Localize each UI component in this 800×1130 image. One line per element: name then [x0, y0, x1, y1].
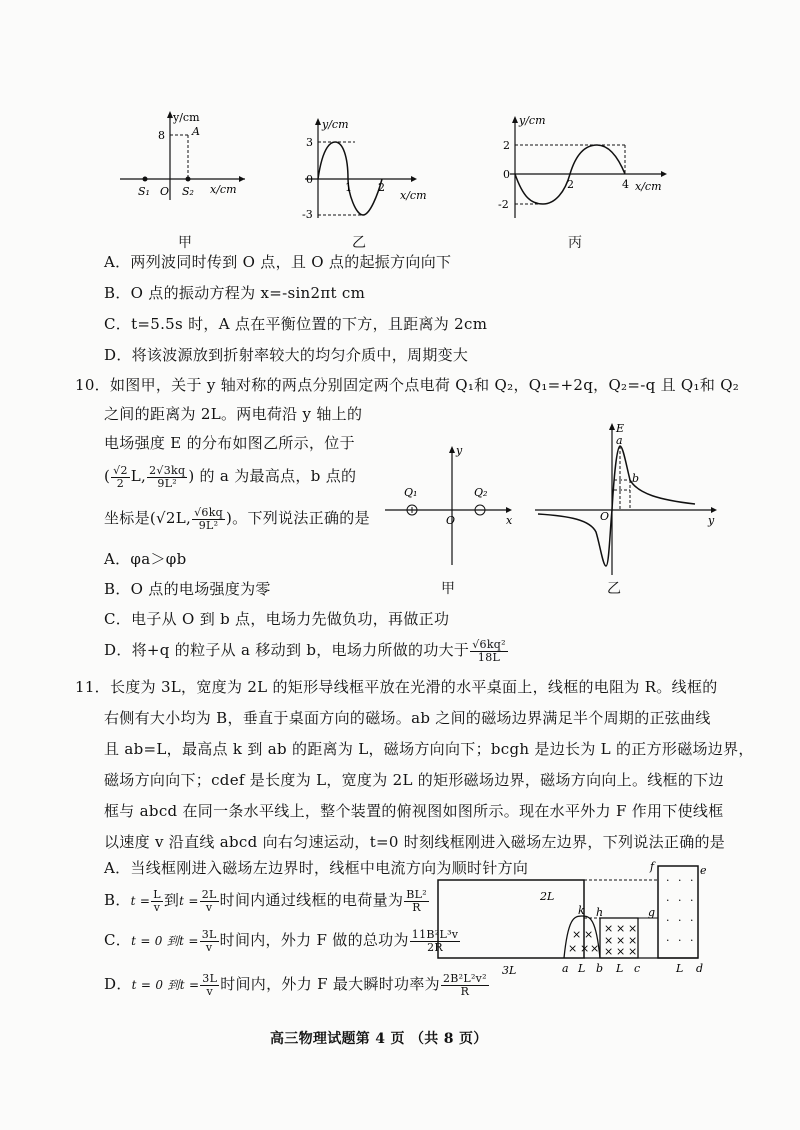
q11-option-c: C．t = 0 到t = $\frac{3L}{v}$ 时间内，外力 F 做的总功为 $\frac{\text{11B²L³v}}{2R}$: [104, 927, 459, 954]
graph-yi-tick-neg: -3: [302, 208, 313, 221]
svg-text:×: ×: [572, 928, 582, 941]
q10-option-a: A．φa＞φb: [104, 550, 187, 568]
graph-yi-tick-x1: 1: [345, 181, 352, 194]
graph-jia-s1: S₁: [138, 185, 150, 198]
graph-bing-tick-pos: 2: [503, 139, 510, 152]
q11-line2: 右侧有大小均为 B，垂直于桌面方向的磁场。ab 之间的磁场边界满足半个周期的正弦曲线: [104, 709, 711, 727]
graph-jia-s2: S₂: [182, 185, 194, 198]
q11-fig-a: a: [562, 962, 569, 975]
svg-text:·: ·: [666, 914, 670, 927]
svg-text:·: ·: [690, 934, 694, 947]
graph-yi-tick-zero: 0: [306, 173, 313, 186]
frac-a-y: $\frac{2√3kq}{\text{9L²}}$: [149, 463, 186, 490]
caption-yi: 乙: [352, 235, 366, 251]
q11-option-d: D．t = 0 到t = $\frac{3L}{v}$ 时间内，外力 F 最大瞬时功率为 $\frac{\text{2B²L²v²}}{R}$: [104, 971, 487, 998]
q10-jia-q1: Q₁: [404, 486, 418, 499]
svg-text:×: ×: [616, 945, 626, 958]
graph-bing-tick-neg: -2: [498, 198, 509, 211]
graph-jia-point-a: A: [192, 125, 200, 138]
svg-text:·: ·: [666, 894, 670, 907]
svg-text:×: ×: [604, 922, 614, 935]
graph-bing-x-label: x/cm: [635, 180, 662, 193]
svg-text:·: ·: [678, 934, 682, 947]
q11-fig-h: h: [596, 906, 604, 919]
svg-text:×: ×: [590, 942, 600, 955]
svg-text:·: ·: [690, 874, 694, 887]
svg-text:·: ·: [666, 934, 670, 947]
q11-fig-b: b: [596, 962, 604, 975]
graph-yi: [290, 112, 440, 222]
svg-text:·: ·: [690, 914, 694, 927]
graph-jia: [110, 105, 250, 205]
q10-yi-origin: O: [600, 510, 610, 523]
graph-bing-y-label: y/cm: [519, 114, 546, 127]
q10-line2: 之间的距离为 2L。两电荷沿 y 轴上的: [104, 405, 363, 423]
frac-work: $\frac{\text{√6kq²}}{18L}$: [472, 637, 506, 664]
graph-jia-x-label: x/cm: [210, 183, 237, 196]
q10-caption-jia: 甲: [441, 581, 455, 597]
q10-line4: ( $\frac{√2}{2}$ L, $\frac{2√3kq}{\text{9L²}}$ ) 的 a 为最高点，b 点的: [104, 463, 357, 490]
frac-a-x: $\frac{√2}{2}$: [113, 463, 128, 490]
graph-yi-x-label: x/cm: [400, 189, 427, 202]
q11-line1: 11．长度为 3L，宽度为 2L 的矩形导线框平放在光滑的水平桌面上，线框的电阻为 R。线框的: [75, 678, 718, 696]
svg-text:×: ×: [604, 934, 614, 947]
graph-bing-tick-x4: 4: [622, 178, 629, 191]
q9-option-b: B．O 点的振动方程为 x=-sin2πt cm: [104, 284, 366, 302]
q11-fig-d: d: [696, 962, 704, 975]
q10-option-b: B．O 点的电场强度为零: [104, 580, 271, 598]
q10-line5: 坐标是(√2L, $\frac{√6kq}{\text{9L²}}$ )。下列说法正确的是: [104, 505, 370, 532]
caption-jia: 甲: [178, 235, 192, 251]
page-footer: 高三物理试题第 4 页 （共 8 页）: [270, 1031, 488, 1047]
q10-caption-yi: 乙: [607, 581, 621, 597]
svg-text:×: ×: [628, 934, 638, 947]
q11-line6: 以速度 v 沿直线 abcd 向右匀速运动，t=0 时刻线框刚进入磁场左边界，下列说法正确的是: [104, 833, 726, 851]
q11-fig-2l: 2L: [540, 890, 555, 903]
svg-text:·: ·: [678, 914, 682, 927]
caption-bing: 丙: [568, 235, 582, 251]
q9-option-a: A．两列波同时传到 O 点，且 O 点的起振方向向下: [104, 253, 452, 271]
graph-jia-y-label: y/cm: [173, 111, 200, 124]
svg-text:×: ×: [568, 942, 578, 955]
q10-jia-y: y: [456, 444, 463, 457]
graph-yi-tick-x2: 2: [378, 181, 385, 194]
q10-yi-y: y: [708, 514, 715, 527]
q10-line1: 10．如图甲，关于 y 轴对称的两点分别固定两个点电荷 Q₁和 Q₂，Q₁=+2q，Q₂=-q 且 Q₁和 Q₂: [75, 376, 740, 394]
svg-text:·: ·: [678, 894, 682, 907]
q11-line5: 框与 abcd 在同一条水平线上，整个装置的俯视图如图所示。现在水平外力 F 作用下使线框: [104, 802, 724, 820]
q11-fig-g: g: [648, 906, 656, 919]
q10-yi-b: b: [632, 472, 640, 485]
svg-text:×: ×: [616, 922, 626, 935]
q11-fig-l3: L: [676, 962, 684, 975]
q11-fig-l1: L: [578, 962, 586, 975]
q10-line3: 电场强度 E 的分布如图乙所示，位于: [104, 434, 355, 452]
q11-fig-3l: 3L: [502, 964, 517, 977]
q10-jia-q2: Q₂: [474, 486, 488, 499]
graph-bing: [495, 112, 685, 222]
q10-jia-origin: O: [446, 514, 456, 527]
svg-text:×: ×: [584, 928, 594, 941]
q11-fig-c: c: [634, 962, 641, 975]
q11-fig-e: e: [700, 864, 707, 877]
q11-line4: 磁场方向向下；cdef 是长度为 L，宽度为 2L 的矩形磁场边界，磁场方向向上。线框的下边: [104, 771, 724, 789]
graph-yi-y-label: y/cm: [322, 118, 349, 131]
q11-fig-f: f: [650, 860, 655, 873]
q11-line3: 且 ab=L，最高点 k 到 ab 的距离为 L，磁场方向向下；bcgh 是边长为 L 的正方形磁场边界，: [104, 740, 754, 758]
q11-figure: [432, 862, 712, 984]
svg-text:×: ×: [604, 945, 614, 958]
q10-option-c: C．电子从 O 到 b 点，电场力先做负功，再做正功: [104, 610, 450, 628]
q11-option-a: A．当线框刚进入磁场左边界时，线框中电流方向为顺时针方向: [104, 859, 529, 877]
svg-text:×: ×: [628, 922, 638, 935]
svg-text:·: ·: [690, 894, 694, 907]
q10-option-d: D．将+q 的粒子从 a 移动到 b，电场力所做的功大于 $\frac{\text{√6kq²}}{18L}$: [104, 637, 506, 664]
q10-jia-x: x: [506, 514, 513, 527]
graph-jia-tick-8: 8: [158, 129, 165, 142]
svg-text:·: ·: [678, 874, 682, 887]
graph-bing-tick-x2: 2: [567, 178, 574, 191]
graph-bing-tick-zero: 0: [503, 168, 510, 181]
q11-option-b: B．t = $\frac{L}{v}$ 到t = $\frac{2L}{v}$ 时间内通过线框的电荷量为 $\frac{\text{BL²}}{R}$: [104, 887, 427, 914]
q11-fig-l2: L: [616, 962, 624, 975]
q10-yi-a: a: [616, 434, 623, 447]
q11-fig-k: k: [578, 904, 585, 917]
q10-yi-e: E: [616, 422, 625, 435]
svg-text:·: ·: [666, 874, 670, 887]
svg-text:×: ×: [580, 942, 590, 955]
q9-option-d: D．将该波源放到折射率较大的均匀介质中，周期变大: [104, 346, 469, 364]
q10-fig-jia: [380, 440, 525, 570]
graph-yi-tick-pos: 3: [306, 136, 313, 149]
q9-option-c: C．t=5.5s 时，A 点在平衡位置的下方，且距离为 2cm: [104, 315, 488, 333]
graph-jia-origin: O: [160, 185, 170, 198]
frac-b-y: $\frac{√6kq}{\text{9L²}}$: [194, 505, 224, 532]
svg-text:×: ×: [628, 945, 638, 958]
q10-fig-yi: [530, 420, 730, 580]
svg-text:×: ×: [616, 934, 626, 947]
